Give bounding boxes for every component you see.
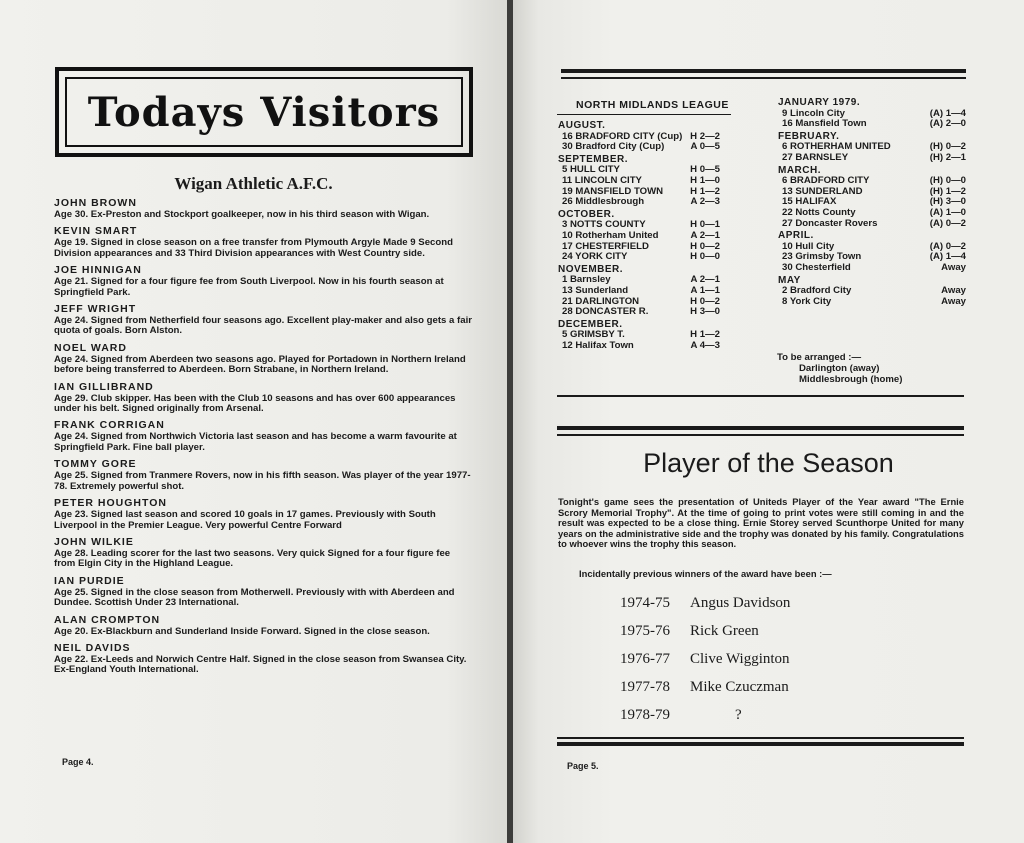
- fixture-month: DECEMBER.: [558, 318, 623, 330]
- fixtures-column-1: [558, 119, 720, 351]
- player-description: Age 25. Signed in the close season from Motherwell. Previously with with Aberdeen and Dundee. Scottish Under 23 International.: [54, 586, 455, 609]
- fixture-result: Away: [941, 295, 966, 307]
- fixture-result: (H) 0—0: [929, 175, 966, 187]
- fixture-month: MAY: [778, 274, 801, 286]
- fixture-result: A 2—1: [690, 229, 720, 241]
- fixture-result: H 0—2: [690, 240, 720, 252]
- winners-list: [620, 589, 790, 729]
- fixture-team: 6 ROTHERHAM UNITED: [782, 141, 891, 153]
- fixture-result: (H) 3—0: [929, 196, 966, 208]
- fixture-team: 3 NOTTS COUNTY: [562, 219, 646, 231]
- player-entry: [54, 418, 472, 453]
- winner-row: [620, 673, 790, 701]
- fixture-result: H 2—2: [690, 130, 720, 142]
- league-underline: [557, 114, 731, 115]
- winner-row: [620, 617, 790, 645]
- section-rule-thin: [557, 434, 964, 436]
- fixture-team: 13 Sunderland: [562, 284, 629, 296]
- award-paragraph: Tonight's game sees the presentation of Uniteds Player of the Year award "The Ernie Scrory Memorial Trophy". At the time of going to print votes were still coming in and the result was expected to be a close thing. Ernie Storey served Scunthorpe United for many years on the administrative side and the trophy was donated by his family. Congratulations to whoever wins the trophy this season.: [558, 496, 964, 550]
- player-description: Age 24. Signed from Netherfield four seasons ago. Excellent play-maker and also gets a fair quota of goals. Born Alston.: [54, 315, 472, 337]
- fixture-team: 23 Grimsby Town: [782, 251, 862, 263]
- fixture-row: [778, 219, 966, 230]
- fixture-result: Away: [941, 285, 966, 297]
- player-name: JOHN WILKIE: [54, 535, 134, 548]
- player-entry: [54, 196, 472, 220]
- fixture-month: APRIL.: [778, 230, 814, 242]
- winner-row: [620, 701, 790, 729]
- player-entry: [54, 496, 472, 531]
- fixture-row: [778, 297, 966, 308]
- fixture-team: 11 LINCOLN CITY: [562, 174, 642, 186]
- winner-name: Angus Davidson: [690, 594, 791, 611]
- player-entry: [54, 263, 472, 298]
- player-description: Age 20. Ex-Blackburn and Sunderland Inside Forward. Signed in the close season.: [54, 625, 430, 637]
- fixture-team: 22 Notts County: [782, 206, 856, 218]
- fixture-result: (H) 0—2: [929, 141, 966, 153]
- to-be-arranged: [777, 352, 902, 385]
- player-name: KEVIN SMART: [54, 225, 138, 238]
- player-name: PETER HOUGHTON: [54, 497, 167, 510]
- player-name: JEFF WRIGHT: [54, 303, 137, 316]
- fixture-team: 1 Barnsley: [562, 274, 611, 286]
- fixture-result: H 1—0: [690, 174, 720, 186]
- player-description: Age 23. Signed last season and scored 10 goals in 17 games. Previously with South Liverpool in the Premier League. Very powerful Centre Forward: [54, 509, 436, 531]
- fixture-result: (A) 0—2: [929, 217, 966, 229]
- fixture-result: H 0—1: [690, 219, 720, 231]
- fixture-month: OCTOBER.: [558, 208, 615, 220]
- fixture-team: 10 Rotherham United: [562, 229, 659, 241]
- player-description: Age 28. Leading scorer for the last two seasons. Very quick Signed for a four figure fee from Elgin City in the Highland League.: [54, 547, 451, 570]
- fixture-team: 28 DONCASTER R.: [562, 306, 649, 318]
- winner-season: 1978-79: [620, 706, 670, 723]
- fixture-row: [778, 263, 966, 274]
- fixture-result: Away: [941, 261, 966, 273]
- page-number-left: Page 4.: [62, 757, 94, 767]
- fixture-team: 26 Middlesbrough: [562, 196, 645, 208]
- fixture-month: MARCH.: [778, 164, 821, 176]
- fixture-team: 8 York City: [782, 295, 832, 307]
- top-rule: [561, 69, 966, 73]
- player-description: Age 22. Ex-Leeds and Norwich Centre Half. Signed in the close season from Swansea City. Ex-England Youth International.: [54, 653, 467, 676]
- player-of-season-title: Player of the Season: [643, 448, 894, 478]
- winner-season: 1975-76: [620, 622, 670, 639]
- winner-name: ?: [735, 706, 742, 723]
- player-entry: [54, 535, 472, 570]
- player-entry: [54, 341, 472, 376]
- fixture-team: 6 BRADFORD CITY: [782, 175, 870, 187]
- player-description: Age 29. Club skipper. Has been with the Club 10 seasons and has over 600 appearances under his belt. Signed originally from Arsenal.: [54, 392, 456, 415]
- winner-row: [620, 645, 790, 673]
- fixture-team: 2 Bradford City: [782, 285, 852, 297]
- fixture-team: 16 BRADFORD CITY (Cup): [562, 130, 683, 142]
- winner-name: Rick Green: [690, 622, 759, 639]
- fixture-result: (A) 1—4: [929, 251, 966, 263]
- fixture-row: [778, 153, 966, 164]
- fixture-team: 16 Mansfield Town: [782, 118, 867, 130]
- fixture-team: 19 MANSFIELD TOWN: [562, 185, 664, 197]
- player-name: IAN PURDIE: [54, 574, 125, 587]
- fixture-row: [558, 341, 720, 352]
- winner-name: Mike Czuczman: [690, 678, 789, 695]
- fixture-result: (A) 0—2: [929, 240, 966, 252]
- fixture-team: 15 HALIFAX: [782, 196, 837, 208]
- section-rule: [557, 426, 964, 430]
- player-description: Age 21. Signed for a four figure fee from South Liverpool. Now in his fourth season at Springfield Park.: [54, 276, 444, 298]
- fixture-row: [778, 119, 966, 130]
- player-description: Age 30. Ex-Preston and Stockport goalkeeper, now in his third season with Wigan.: [54, 209, 430, 220]
- fixture-result: (H) 1—2: [929, 185, 966, 197]
- fixture-month: AUGUST.: [558, 120, 606, 131]
- bottom-rule-thin: [557, 737, 964, 739]
- fixture-row: [558, 286, 720, 297]
- fixture-month: FEBRUARY.: [778, 130, 840, 142]
- fixture-result: H 0—0: [690, 251, 720, 263]
- page-number-right: Page 5.: [567, 761, 599, 771]
- fixture-team: 21 DARLINGTON: [562, 295, 640, 307]
- fixture-month: SEPTEMBER.: [558, 153, 629, 165]
- fixture-row: [778, 208, 966, 219]
- arranged-fixture: Darlington (away): [799, 363, 880, 374]
- league-title: NORTH MIDLANDS LEAGUE: [576, 99, 729, 111]
- fixture-team: 10 Hull City: [782, 240, 835, 252]
- player-entry: [54, 613, 472, 637]
- player-name: IAN GILLIBRAND: [54, 380, 154, 393]
- to-be-arranged-label: To be arranged :—: [777, 352, 862, 363]
- fixture-team: 12 Halifax Town: [562, 339, 634, 351]
- fixture-team: 24 YORK CITY: [562, 251, 628, 263]
- fixture-team: 30 Bradford City (Cup): [562, 141, 665, 153]
- fixture-result: A 2—1: [690, 274, 720, 286]
- fixture-month: NOVEMBER.: [558, 263, 624, 275]
- fixture-result: A 1—1: [690, 284, 720, 296]
- player-entry: [54, 380, 472, 415]
- mid-rule: [557, 395, 964, 397]
- arranged-fixture: Middlesbrough (home): [799, 374, 903, 385]
- top-rule-thin: [561, 77, 966, 79]
- player-name: JOE HINNIGAN: [54, 264, 142, 277]
- fixtures-column-2: [778, 96, 966, 307]
- fixture-result: H 0—2: [690, 295, 720, 307]
- previous-winners-label: Incidentally previous winners of the award have been :—: [579, 568, 832, 579]
- fixture-month: JANUARY 1979.: [778, 97, 861, 108]
- player-entry: [54, 302, 472, 337]
- fixture-result: A 4—3: [690, 339, 720, 351]
- fixture-team: 27 BARNSLEY: [782, 151, 849, 163]
- fixture-team: 13 SUNDERLAND: [782, 185, 863, 197]
- player-name: ALAN CROMPTON: [54, 613, 161, 626]
- player-description: Age 19. Signed in close season on a free transfer from Plymouth Argyle Made 9 Second Division appearances and 33 Third Division appearances with West Country side.: [54, 237, 453, 259]
- player-name: FRANK CORRIGAN: [54, 419, 165, 432]
- fixture-result: (A) 1—4: [929, 107, 966, 119]
- fixture-team: 30 Chesterfield: [782, 261, 851, 273]
- player-entry: [54, 224, 472, 259]
- player-name: JOHN BROWN: [54, 197, 137, 209]
- fixture-result: (A) 1—0: [929, 206, 966, 218]
- winner-name: Clive Wigginton: [690, 650, 790, 667]
- bottom-rule: [557, 742, 964, 746]
- player-name: TOMMY GORE: [54, 458, 137, 471]
- player-description: Age 25. Signed from Tranmere Rovers, now in his fifth season. Was player of the year 1977-78. Extremely powerful shot.: [54, 470, 471, 492]
- player-description: Age 24. Signed from Aberdeen two seasons ago. Played for Portadown in Northern Ireland before being transferred to Aberdeen. Born Strabane, in Northern Ireland.: [54, 353, 466, 376]
- player-name: NOEL WARD: [54, 341, 127, 354]
- title-frame: [55, 67, 473, 157]
- club-heading: Wigan Athletic A.F.C.: [174, 174, 333, 193]
- fixture-row: [558, 197, 720, 208]
- fixture-result: H 3—0: [690, 306, 720, 318]
- winner-season: 1976-77: [620, 650, 670, 667]
- winner-row: [620, 589, 790, 617]
- fixture-row: [558, 252, 720, 263]
- fixture-result: H 1—2: [690, 185, 720, 197]
- fixture-team: 27 Doncaster Rovers: [782, 217, 878, 229]
- fixture-result: A 2—3: [690, 196, 720, 208]
- fixture-team: 5 GRIMSBY T.: [562, 329, 625, 341]
- fixture-team: 5 HULL CITY: [562, 164, 620, 176]
- fixture-team: 9 Lincoln City: [782, 107, 845, 119]
- page-title: Todays Visitors: [87, 88, 441, 136]
- winner-season: 1977-78: [620, 678, 670, 695]
- fixture-row: [558, 307, 720, 318]
- player-description: Age 24. Signed from Northwich Victoria last season and has become a warm favourite at Springfield Park. Fine ball player.: [54, 431, 457, 453]
- fixture-result: A 0—5: [690, 141, 720, 153]
- fixture-result: H 0—5: [690, 164, 720, 176]
- player-entry: [54, 641, 472, 676]
- fixture-row: [558, 231, 720, 242]
- player-list: [54, 196, 472, 680]
- fixture-row: [558, 176, 720, 187]
- winner-season: 1974-75: [620, 594, 670, 611]
- fixture-team: 17 CHESTERFIELD: [562, 240, 649, 252]
- fixture-result: (H) 2—1: [929, 151, 966, 163]
- player-entry: [54, 457, 472, 492]
- fixture-row: [558, 142, 720, 153]
- fixture-result: H 1—2: [690, 329, 720, 341]
- fixture-result: (A) 2—0: [929, 118, 966, 130]
- player-entry: [54, 574, 472, 609]
- player-name: NEIL DAVIDS: [54, 641, 131, 654]
